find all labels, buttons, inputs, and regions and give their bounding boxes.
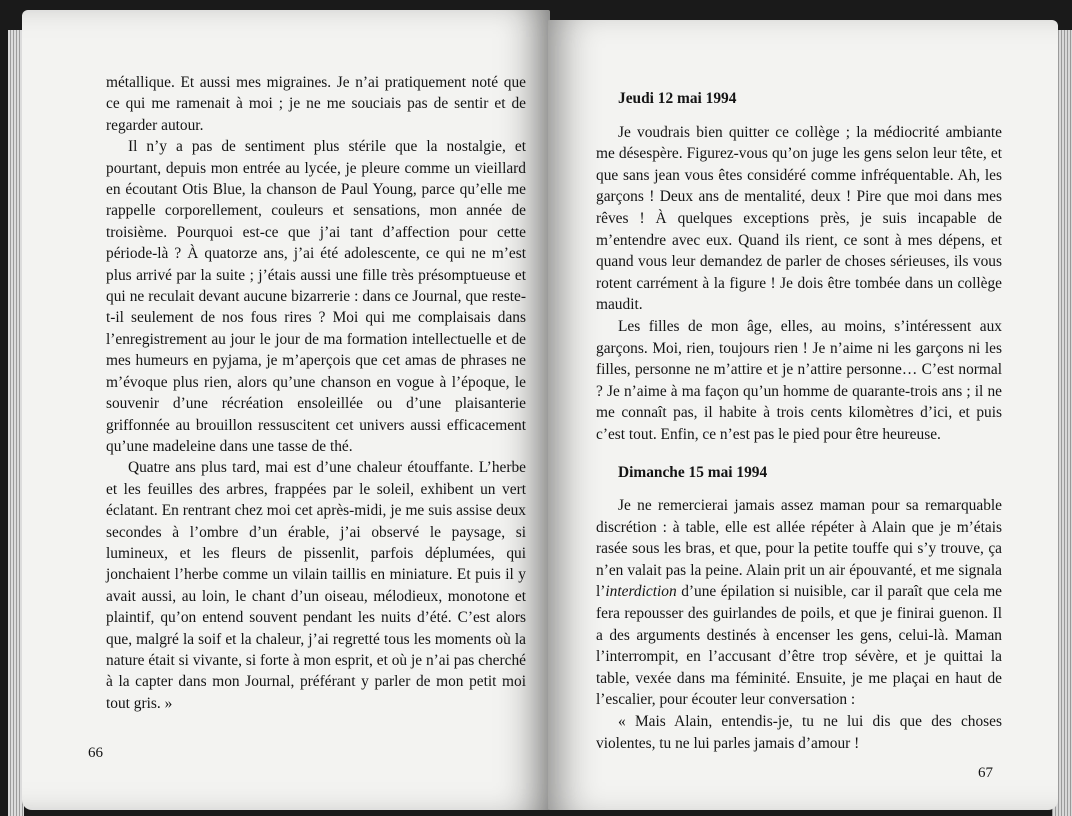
- paragraph: métallique. Et aussi mes migraines. Je n’ai pratiquement noté que ce qui me ramenait à moi ; je ne me souciais pas de sentir et de regarder autour.: [106, 74, 526, 134]
- paragraph: Les filles de mon âge, elles, au moins, s’intéressent aux garçons. Moi, rien, toujours rien ! Je n’aime ni les garçons ni les filles, personne ne m’attire et je n’attire personne… C’est normal ? Je n’aime à ma façon qu’un homme de quarante-trois ans ; il ne me connaît pas, il habite à trois cents kilomètres d’ici, et puis c’est tout. Enfin, ce n’est pas le pied pour être heureuse.: [596, 317, 1002, 443]
- left-page-text: [106, 72, 526, 714]
- paragraph: « Mais Alain, entendis-je, tu ne lui dis que des choses violentes, tu ne lui parles jamais d’amour !: [596, 713, 1002, 752]
- paragraph: Il n’y a pas de sentiment plus stérile que la nostalgie, et pourtant, depuis mon entrée au lycée, je pleure comme un vieillard en écoutant Otis Blue, la chanson de Paul Young, parce qu’elle me rappelle corporellement, couleurs et sensations, mon année de troisième. Pourquoi est-ce que j’ai tant d’affection pour cette période-là ? À quatorze ans, j’ai été adolescente, ce qui ne m’est plus arrivé par la suite ; j’étais aussi une fille très présomptueuse et qui ne reculait devant aucune bizarrerie : dans ce Journal, que reste-t-il seulement de nos fous rires ? Moi qui me complaisais dans l’enregistrement au jour le jour de ma formation intellectuelle et de mes humeurs en pyjama, je m’aperçois que cet amas de phrases ne m’évoque plus rien, alors qu’une chanson en vogue à l’époque, le souvenir d’une récréation ensoleillée ou d’une plaisanterie griffonnée au brouillon ressuscitent cet univers aussi efficacement qu’une madeleine dans une tasse de thé.: [106, 138, 526, 455]
- right-page: [548, 20, 1058, 810]
- page-number: 66: [88, 745, 103, 761]
- paragraph: Quatre ans plus tard, mai est d’une chaleur étouffante. L’herbe et les feuilles des arbres, frappées par le soleil, exhibent un vert éclatant. En rentrant chez moi cet après-midi, je me suis assise deux secondes à l’ombre d’un érable, j’ai observé le paysage, si lumineux, et les fleurs de pissenlit, parfois déplumées, qui jonchaient l’herbe comme un vilain taillis en miniature. Et puis il y avait aussi, au loin, le chant d’un oiseau, mélodieux, monotone et plaintif, qu’on entend souvent pendant les nuits d’été. C’est alors que, malgré la soif et la chaleur, j’ai regretté tous les moments où la nature était si vivante, si forte à mon esprit, et où je n’ai pas cherché à la capter dans mon Journal, préférant y parler de mon petit moi tout gris. »: [106, 459, 526, 712]
- right-page-text: [596, 88, 1002, 754]
- entry-heading: Jeudi 12 mai 1994: [618, 90, 737, 107]
- text-run: Je ne remercierai jamais assez maman pour sa remarquable discrétion : à table, elle est allée répéter à Alain que je m’étais rasée sous les bras, et que, pour la petite touffe qui s’y trouve, ça n’en valait pas la peine. Alain prit un air épouvanté, et me signala l’: [596, 497, 1002, 601]
- paragraph: [596, 495, 1002, 711]
- entry-heading: Dimanche 15 mai 1994: [618, 463, 768, 481]
- page-number: 67: [978, 765, 993, 781]
- paragraph: Je voudrais bien quitter ce collège ; la médiocrité ambiante me désespère. Figurez-vous qu’on juge les gens selon leur tête, et que sans jean vous êtes considéré comme infréquentable. Ah, les garçons ! Deux ans de mentalité, deux ! Pire que moi dans mes rêves ! À quelques exceptions près, je suis incapable de m’entendre avec eux. Quand ils rient, ce sont à mes dépens, et quand vous leur demandez de parler de choses sérieuses, ils vous rotent carrément à la figure ! Je dois être tombée dans un collège maudit.: [596, 123, 1002, 314]
- left-page: [22, 10, 550, 810]
- text-run: d’une épilation si nuisible, car il paraît que cela me fera repousser des guirlandes de poils, et que je finirai guenon. Il a des arguments destinés à encenser les gens, celui-là. Maman l’interrompit, en l’accusant d’être trop sévère, et je quittai la table, vexée dans ma féminité. Ensuite, je me plaçai en haut de l’escalier, pour écouter leur conversation :: [596, 583, 1002, 709]
- italic-word: interdiction: [605, 583, 677, 601]
